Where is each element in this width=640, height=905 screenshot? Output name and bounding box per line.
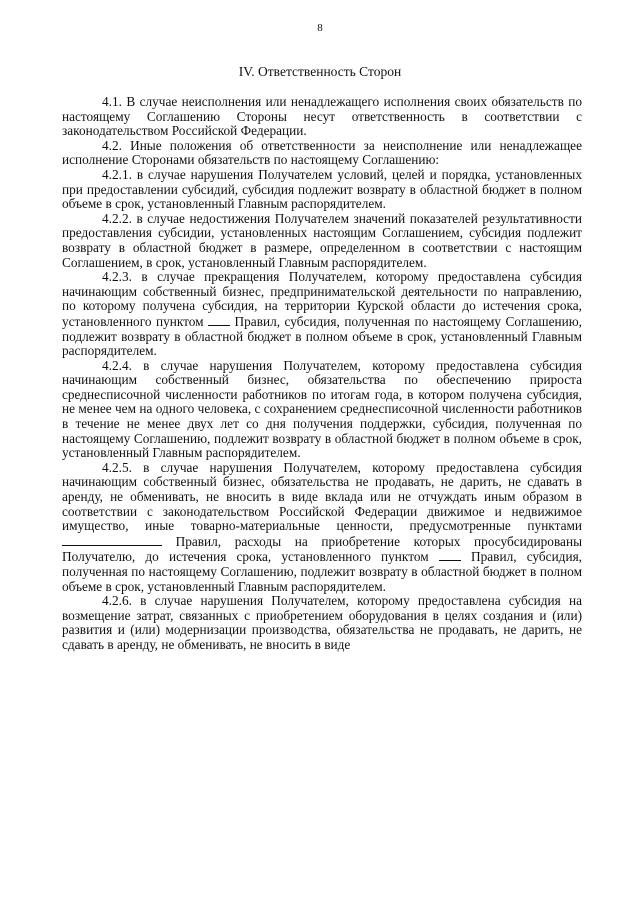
paragraph-4-2-4: 4.2.4. в случае нарушения Получателем, которому предоставлена субсидия начинающим собственный бизнес, обязательства по обеспечению прироста среднесписочной численности работников по итогам года, в котором получена субсидия, не менее чем на одного человека, с сохранением среднесписочной численности работников в течение не менее двух лет со дня получения поддержки, субсидия, полученная по настоящему Соглашению, подлежит возврату в областной бюджет в полном объеме в срок, установленный Главным распорядителем. (62, 357, 582, 461)
blank-line (208, 314, 230, 326)
paragraph-4-2-1: 4.2.1. в случае нарушения Получателем условий, целей и порядка, установленных при предоставлении субсидий, субсидия подлежит возврату в областной бюджет в полном объеме в срок, установленный Главным распорядителем. (62, 166, 582, 212)
paragraph-4-2-3-text-b: Правил, субсидия, полученная по настоящему Соглашению, подлежит возврату в областной бюджет в полном объеме в срок, установленный Главным распорядителем. (62, 313, 582, 359)
section-title: IV. Ответственность Сторон (238, 64, 402, 79)
page-number: 8 (317, 22, 323, 34)
paragraph-4-2-3 (62, 270, 582, 359)
blank-line (62, 534, 162, 546)
paragraph-4-2-5 (62, 461, 582, 594)
paragraph-4-2-6: 4.2.6. в случае нарушения Получателем, которому предоставлена субсидия на возмещение затрат, связанных с приобретением оборудования в целях создания и (или) развития и (или) модернизации производства, обязательства не продавать, не дарить, не сдавать в аренду, не обменивать, не вносить в виде (62, 593, 582, 652)
blank-line (439, 549, 461, 561)
paragraph-4-1: 4.1. В случае неисполнения или ненадлежащего исполнения своих обязательств по настоящему Соглашению Стороны несут ответственность в соответствии с законодательством Российской Федерации. (62, 94, 582, 139)
paragraph-4-2-5-text-c: Правил, субсидия, полученная по настоящему Соглашению, подлежит возврату в областной бюджет в полном объеме в срок, установленный Главным распорядителем. (62, 549, 583, 594)
section-body (62, 95, 582, 653)
paragraph-4-2-5-text-a: 4.2.5. в случае нарушения Получателем, которому предоставлена субсидия начинающим собственный бизнес, обязательства не продавать, не дарить, не сдавать в аренду, не обменивать, не вносить в виде вклада или не отчуждать иным образом в соответствии с законодательством Российской Федерации движимое и недвижимое имущество, иные товарно-материальные ценности, предусмотренные пунктами (62, 459, 582, 534)
paragraph-4-2-3-text-a: 4.2.3. в случае прекращения Получателем, которому предоставлена субсидия начинающим собственный бизнес, предпринимательской деятельности по направлению, по которому получена субсидия, на территории Курской области до истечения срока, установленного пунктом (62, 269, 582, 329)
paragraph-4-2-5-text-b: Правил, расходы на приобретение которых просубсидированы Получателю, до истечения срока, установленного пунктом (62, 533, 583, 565)
paragraph-4-2: 4.2. Иные положения об ответственности за неисполнение или ненадлежащее исполнение Сторонами обязательств по настоящему Соглашению: (62, 137, 582, 168)
paragraph-4-2-2: 4.2.2. в случае недостижения Получателем значений показателей результативности предоставления субсидии, установленных настоящим Соглашением, субсидия подлежит возврату в областной бюджет в размере, определенном в соответствии с настоящим Соглашением, в срок, установленный Главным распорядителем. (62, 210, 582, 270)
